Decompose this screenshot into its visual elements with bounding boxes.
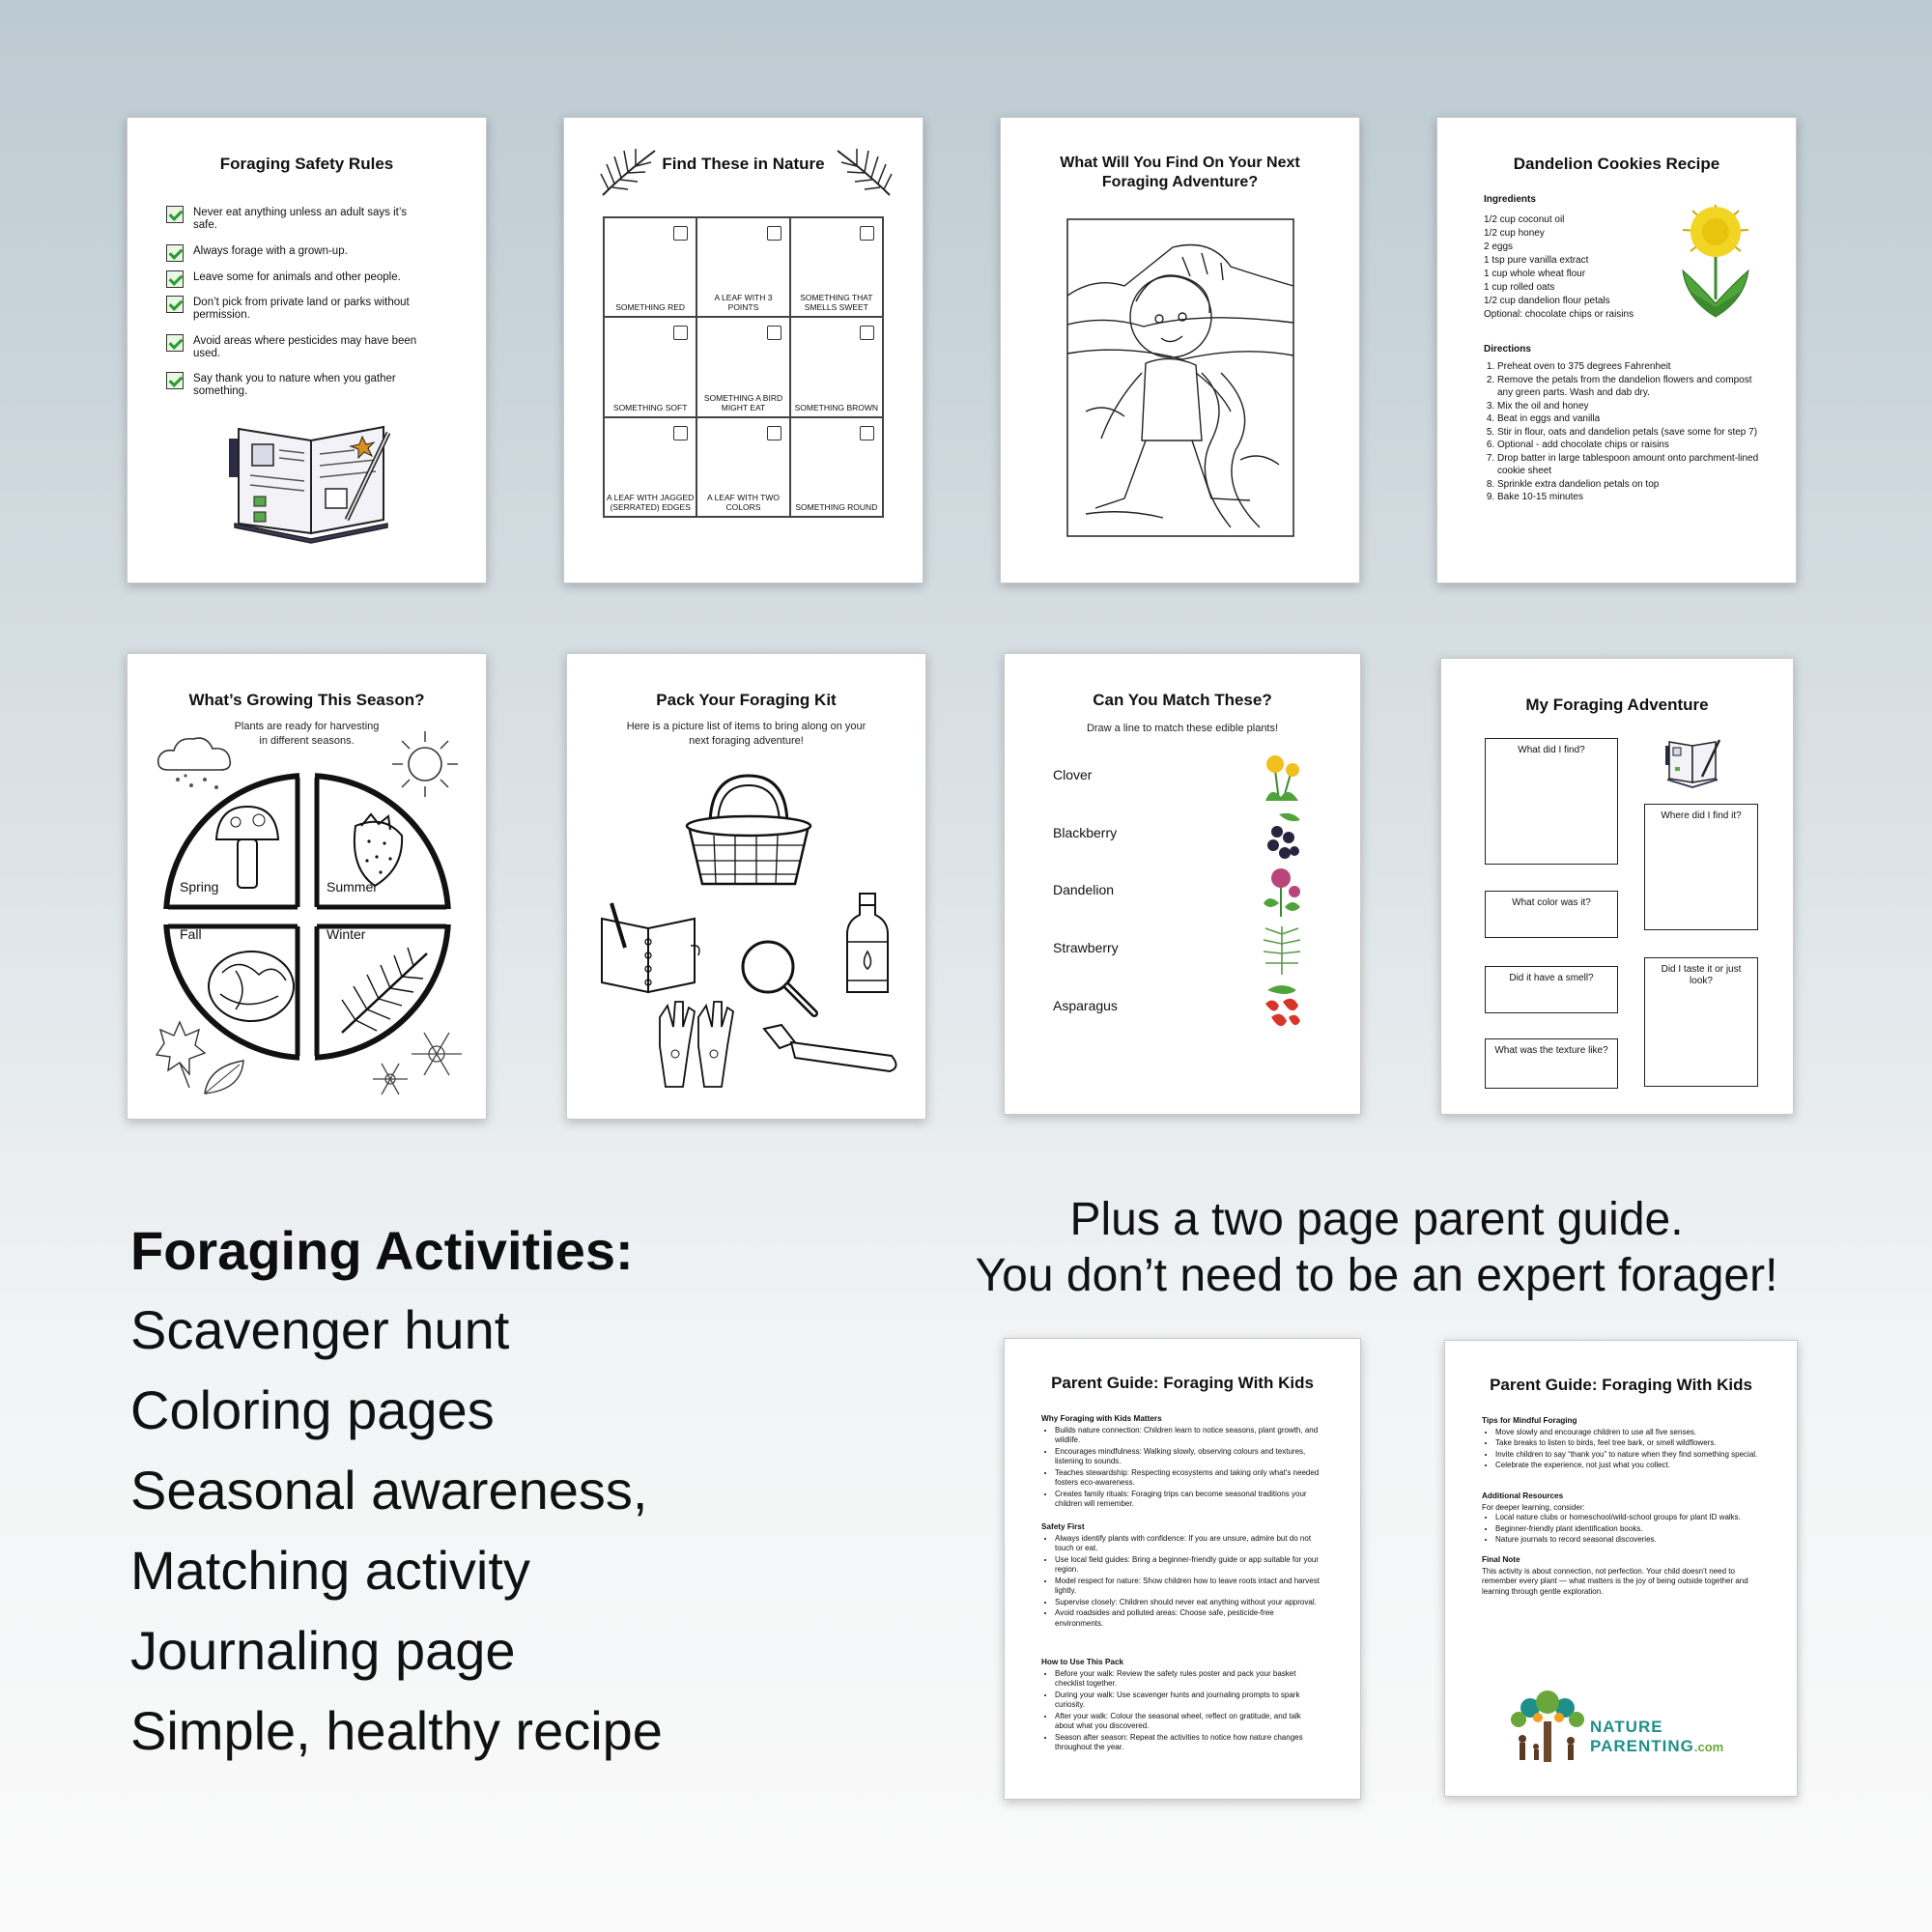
page-title: Pack Your Foraging Kit [656, 691, 837, 709]
checkbox-icon [166, 334, 184, 352]
activity-item: Journaling page [130, 1620, 516, 1681]
directions-list [1484, 360, 1764, 504]
page-parent-guide-2 [1444, 1340, 1798, 1797]
activity-item: Matching activity [130, 1540, 530, 1601]
dandelion-icon [1677, 203, 1754, 324]
strawberry-icon [1258, 980, 1306, 1035]
checkbox[interactable] [767, 226, 781, 241]
guide-section: Final Note This activity is about connection, not perfection. Your child doesn’t need to remember every plant — what matters is the joy of being outside together and learning through gentle exploration. [1482, 1555, 1748, 1596]
page-matching [1004, 653, 1361, 1115]
guide-section: Safety First • Always identify plants with confidence: If you are unsure, admire but do not touch or eat. • Use local field guides: Bring a beginner-friendly guide or app suitable for your region. • Model respect for nature: Show children how to leave roots intact and harvest lightly. • Supervise closely: Children should never eat anything without your approval. • Avoid roadsides and polluted areas: Choose safe, pesticide-free environments. [1041, 1522, 1321, 1630]
match-item: Clover [1053, 767, 1093, 782]
checkbox-icon [166, 372, 184, 389]
safety-rule: Never eat anything unless an adult says it’s safe. [166, 207, 427, 232]
scavenger-grid [603, 216, 884, 518]
journal-prompt-texture[interactable]: What was the texture like? [1485, 1038, 1618, 1089]
page-parent-guide-1 [1004, 1338, 1361, 1800]
activity-item: Seasonal awareness, [130, 1460, 648, 1520]
direction-step: 3. Mix the oil and honey [1497, 400, 1764, 413]
page-title: Foraging Safety Rules [219, 155, 394, 173]
activity-item: Scavenger hunt [130, 1299, 510, 1360]
checkbox-icon [166, 296, 184, 313]
checkbox[interactable] [860, 326, 874, 340]
page-coloring [1000, 117, 1360, 583]
page-title: Can You Match These? [1093, 691, 1272, 709]
page-subtitle-line1: Plants are ready for harvesting [234, 721, 380, 732]
gardening-gloves-icon [650, 998, 743, 1094]
hunt-cell: SOMETHING A BIRD MIGHT EAT [696, 317, 789, 416]
checkbox[interactable] [860, 226, 874, 241]
page-subtitle-line2: in different seasons. [259, 735, 355, 747]
season-label-summer: Summer [327, 879, 378, 895]
page-title: Parent Guide: Foraging With Kids [1490, 1376, 1752, 1394]
basket-icon [681, 772, 816, 888]
page-seasons [127, 653, 487, 1120]
tree-logo-icon [1505, 1689, 1592, 1766]
checkbox[interactable] [673, 326, 688, 340]
checkbox[interactable] [767, 326, 781, 340]
checkbox-icon [166, 244, 184, 262]
season-label-winter: Winter [327, 926, 366, 942]
notebook-icon [596, 899, 702, 996]
ingredients-heading: Ingredients [1484, 194, 1536, 205]
guide-section: Why Foraging with Kids Matters • Builds nature connection: Children learn to notice seasons, plant growth, and wildlife. • Encourages mindfulness: Walking slowly, observing colours and textures, listening to sounds. • Teaches stewardship: Respecting ecosystems and taking only what's needed fosters eco-awareness. • Creates family rituals: Foraging trips can become seasonal traditions your children will remember. [1041, 1414, 1321, 1511]
ingredient-item: 1 cup whole wheat flour [1484, 269, 1586, 279]
direction-step: 7. Drop batter in large tablespoon amount onto parchment-lined cookie sheet [1497, 452, 1764, 478]
page-subtitle: Draw a line to match these edible plants! [1086, 723, 1279, 734]
hunt-cell: SOMETHING BROWN [790, 317, 883, 416]
checkbox[interactable] [673, 226, 688, 241]
journal-prompt-where[interactable]: Where did I find it? [1644, 804, 1758, 930]
direction-step: 9. Bake 10-15 minutes [1497, 491, 1764, 504]
journal-prompt-smell[interactable]: Did it have a smell? [1485, 966, 1618, 1013]
journal-prompt-find[interactable]: What did I find? [1485, 738, 1618, 865]
water-bottle-icon [843, 892, 892, 998]
hunt-cell: SOMETHING THAT SMELLS SWEET [790, 217, 883, 317]
season-label-fall: Fall [180, 926, 202, 942]
checkbox[interactable] [767, 426, 781, 440]
direction-step: 5. Stir in flour, oats and dandelion petals (save some for step 7) [1497, 426, 1764, 440]
ingredient-item: 1/2 cup coconut oil [1484, 214, 1565, 225]
journal-notebook-icon [1663, 738, 1721, 788]
guide-section: Tips for Mindful Foraging • Move slowly and encourage children to use all five senses. • Take breaks to listen to birds, feel tree bark, or smell wildflowers. • Invite children to say “thank you” to nature when they find something special. • Celebrate the experience, not just what you collect. [1482, 1416, 1762, 1472]
direction-step: 2. Remove the petals from the dandelion flowers and compost any green parts. Wash and dab dry. [1497, 374, 1764, 400]
hunt-cell: SOMETHING RED [604, 217, 696, 317]
safety-rule: Don’t pick from private land or parks without permission. [166, 297, 427, 322]
activities-heading: Foraging Activities: [130, 1220, 634, 1281]
magnifying-glass-icon [733, 932, 820, 1019]
match-item: Blackberry [1053, 825, 1118, 840]
hiker-coloring-illustration [1066, 218, 1294, 537]
page-title: Find These in Nature [662, 155, 825, 173]
journal-notebook-icon [219, 419, 403, 545]
guide-section: Additional Resources For deeper learning, consider: • Local nature clubs or homeschool/wild-school groups for plant ID walks. • Beginner-friendly plant identification books. • Nature journals to record seasonal discoveries. [1482, 1492, 1762, 1547]
ingredient-item: 1/2 cup dandelion flour petals [1484, 296, 1610, 306]
clover-icon [1260, 865, 1304, 919]
checkbox-icon [166, 206, 184, 223]
hunt-cell: SOMETHING SOFT [604, 317, 696, 416]
checkbox-icon [166, 270, 184, 288]
ingredient-item: 2 eggs [1484, 242, 1514, 252]
snowflake-icon [355, 1019, 471, 1106]
page-safety-rules [127, 117, 487, 583]
parent-guide-note-line2: You don’t need to be an expert forager! [975, 1250, 1778, 1301]
match-item: Asparagus [1053, 998, 1118, 1013]
safety-rule: Avoid areas where pesticides may have been used. [166, 335, 427, 360]
logo-word-parenting: PARENTING.com [1590, 1737, 1724, 1755]
page-title: My Foraging Adventure [1525, 696, 1709, 714]
parent-guide-note-line1: Plus a two page parent guide. [1069, 1194, 1684, 1245]
hunt-cell: A LEAF WITH JAGGED (SERRATED) EDGES [604, 417, 696, 517]
page-title: Dandelion Cookies Recipe [1513, 155, 1720, 173]
season-label-spring: Spring [180, 879, 219, 895]
hunt-cell: A LEAF WITH 3 POINTS [696, 217, 789, 317]
safety-rule: Leave some for animals and other people. [166, 271, 427, 284]
page-title-line1: What Will You Find On Your Next [1060, 155, 1300, 171]
ingredient-item: 1 cup rolled oats [1484, 282, 1555, 293]
trowel-icon [756, 1019, 901, 1077]
guide-section: How to Use This Pack • Before your walk: Review the safety rules poster and pack your basket checklist together. • During your walk: Use scavenger hunts and journaling prompts to spark curiosity. • After your walk: Colour the seasonal wheel, reflect on gratitude, and talk about what you discovered. • Season after season: Repeat the activities to notice how nature changes throughout the year. [1041, 1658, 1321, 1754]
ingredient-item: Optional: chocolate chips or raisins [1484, 309, 1634, 320]
match-item: Strawberry [1053, 940, 1119, 955]
nature-parenting-logo [1505, 1689, 1747, 1766]
directions-heading: Directions [1484, 344, 1531, 355]
journal-prompt-color[interactable]: What color was it? [1485, 891, 1618, 938]
page-subtitle-line2: next foraging adventure! [689, 735, 804, 747]
ingredient-item: 1 tsp pure vanilla extract [1484, 255, 1589, 266]
activity-item: Coloring pages [130, 1379, 495, 1440]
direction-step: 8. Sprinkle extra dandelion petals on top [1497, 478, 1764, 492]
dandelion-icon [1258, 751, 1306, 803]
checkbox[interactable] [673, 426, 688, 440]
checkbox[interactable] [860, 426, 874, 440]
page-title: What’s Growing This Season? [188, 691, 425, 709]
safety-rule: Always forage with a grown-up. [166, 245, 427, 258]
page-title-line2: Foraging Adventure? [1101, 174, 1259, 190]
journal-prompt-taste[interactable]: Did I taste it or just look? [1644, 957, 1758, 1087]
blackberry-icon [1260, 809, 1304, 863]
ingredient-item: 1/2 cup honey [1484, 228, 1545, 239]
hunt-cell: A LEAF WITH TWO COLORS [696, 417, 789, 517]
safety-rule: Say thank you to nature when you gather something. [166, 373, 427, 398]
direction-step: 1. Preheat oven to 375 degrees Fahrenheit [1497, 360, 1764, 374]
direction-step: 6. Optional - add chocolate chips or raisins [1497, 439, 1764, 452]
match-item: Dandelion [1053, 882, 1115, 897]
autumn-leaves-icon [147, 1007, 253, 1103]
hunt-cell: SOMETHING ROUND [790, 417, 883, 517]
logo-word-nature: NATURE [1590, 1718, 1663, 1736]
direction-step: 4. Beat in eggs and vanilla [1497, 412, 1764, 426]
page-journal [1440, 658, 1794, 1115]
page-recipe [1436, 117, 1797, 583]
page-subtitle-line1: Here is a picture list of items to bring along on your [626, 721, 867, 732]
page-scavenger-hunt [563, 117, 923, 583]
page-foraging-kit [566, 653, 926, 1120]
asparagus-fern-icon [1258, 923, 1306, 977]
activity-item: Simple, healthy recipe [130, 1700, 663, 1761]
page-title: Parent Guide: Foraging With Kids [1051, 1374, 1314, 1392]
